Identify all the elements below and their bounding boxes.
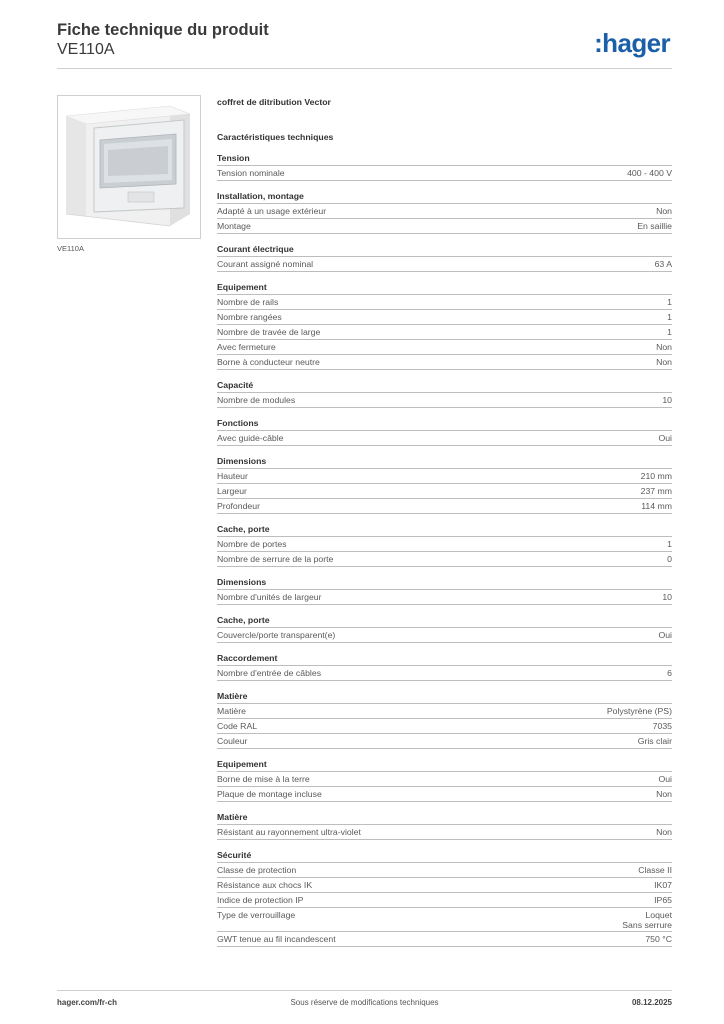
spec-value: 1 xyxy=(667,296,672,307)
spec-row xyxy=(217,704,672,719)
spec-value: 750 °C xyxy=(645,933,672,944)
spec-section-title: Dimensions xyxy=(217,454,672,469)
spec-row xyxy=(217,537,672,552)
spec-section-title: Cache, porte xyxy=(217,613,672,628)
spec-value: IK07 xyxy=(654,879,672,890)
spec-value: Oui xyxy=(658,773,672,784)
spec-value: Oui xyxy=(658,629,672,640)
spec-section-title: Installation, montage xyxy=(217,189,672,204)
spec-label: Borne à conducteur neutre xyxy=(217,356,320,367)
spec-value: 7035 xyxy=(652,720,672,731)
spec-label: Nombre d'entrée de câbles xyxy=(217,667,322,678)
spec-row xyxy=(217,355,672,370)
spec-section-title: Dimensions xyxy=(217,575,672,590)
spec-row xyxy=(217,295,672,310)
spec-label: Tension nominale xyxy=(217,167,285,178)
spec-section xyxy=(217,757,672,802)
spec-value: 10 xyxy=(662,394,672,405)
spec-value: 10 xyxy=(662,591,672,602)
spec-value: Polystyrène (PS) xyxy=(606,705,672,716)
spec-section xyxy=(217,522,672,567)
spec-label: Montage xyxy=(217,220,251,231)
spec-section-title: Cache, porte xyxy=(217,522,672,537)
page-title: Fiche technique du produit xyxy=(57,21,269,39)
spec-section xyxy=(217,810,672,840)
spec-label: Avec guide-câble xyxy=(217,432,284,443)
spec-value: 400 - 400 V xyxy=(627,167,672,178)
spec-value: 63 A xyxy=(654,258,672,269)
spec-label: GWT tenue au fil incandescent xyxy=(217,933,336,944)
product-image xyxy=(57,95,201,239)
product-image-caption: VE110A xyxy=(57,244,84,253)
spec-label: Borne de mise à la terre xyxy=(217,773,310,784)
footer-disclaimer: Sous réserve de modifications techniques xyxy=(290,998,439,1007)
spec-row xyxy=(217,431,672,446)
distribution-box-picture xyxy=(58,96,200,238)
spec-row xyxy=(217,469,672,484)
spec-label: Largeur xyxy=(217,485,247,496)
spec-section xyxy=(217,613,672,643)
spec-label: Couleur xyxy=(217,735,248,746)
spec-value: Loquet Sans serrure xyxy=(622,909,672,930)
product-specs xyxy=(217,96,672,947)
spec-row xyxy=(217,878,672,893)
spec-value: En saillie xyxy=(637,220,672,231)
spec-value: Oui xyxy=(658,432,672,443)
spec-section-title: Sécurité xyxy=(217,848,672,863)
spec-label: Nombre de rails xyxy=(217,296,279,307)
spec-row xyxy=(217,893,672,908)
spec-section-title: Raccordement xyxy=(217,651,672,666)
spec-label: Courant assigné nominal xyxy=(217,258,314,269)
spec-value: Non xyxy=(656,341,672,352)
spec-section xyxy=(217,416,672,446)
spec-row xyxy=(217,863,672,878)
spec-section-title: Equipement xyxy=(217,280,672,295)
spec-row xyxy=(217,590,672,605)
spec-row xyxy=(217,166,672,181)
spec-value: 1 xyxy=(667,538,672,549)
spec-row xyxy=(217,908,672,932)
spec-section-title: Fonctions xyxy=(217,416,672,431)
spec-section-title: Tension xyxy=(217,151,672,166)
spec-value: 114 mm xyxy=(641,500,672,511)
spec-value: 237 mm xyxy=(640,485,672,496)
spec-row xyxy=(217,825,672,840)
spec-row xyxy=(217,340,672,355)
spec-label: Avec fermeture xyxy=(217,341,276,352)
spec-label: Nombre de modules xyxy=(217,394,296,405)
spec-label: Couvercle/porte transparent(e) xyxy=(217,629,336,640)
spec-value: 0 xyxy=(667,553,672,564)
spec-row xyxy=(217,499,672,514)
spec-label: Nombre de travée de large xyxy=(217,326,321,337)
spec-label: Nombre d'unités de largeur xyxy=(217,591,322,602)
spec-row xyxy=(217,787,672,802)
spec-value: IP65 xyxy=(654,894,672,905)
spec-row xyxy=(217,257,672,272)
spec-section-title: Matière xyxy=(217,689,672,704)
spec-row xyxy=(217,310,672,325)
spec-label: Code RAL xyxy=(217,720,258,731)
hager-logo: :hager xyxy=(594,28,670,58)
spec-value: Non xyxy=(656,356,672,367)
spec-row xyxy=(217,204,672,219)
spec-label: Plaque de montage incluse xyxy=(217,788,322,799)
spec-section xyxy=(217,454,672,514)
spec-row xyxy=(217,719,672,734)
header-divider xyxy=(57,68,672,69)
spec-section xyxy=(217,378,672,408)
page-header xyxy=(57,20,672,60)
spec-section xyxy=(217,189,672,234)
spec-section-title: Courant électrique xyxy=(217,242,672,257)
spec-row xyxy=(217,666,672,681)
spec-section-title: Matière xyxy=(217,810,672,825)
tech-characteristics-heading: Caractéristiques techniques xyxy=(217,132,334,142)
spec-sections xyxy=(217,151,672,947)
spec-section xyxy=(217,242,672,272)
page-footer xyxy=(57,998,672,1010)
spec-value: Non xyxy=(656,205,672,216)
spec-label: Adapté à un usage extérieur xyxy=(217,205,327,216)
spec-label: Indice de protection IP xyxy=(217,894,304,905)
spec-label: Nombre de portes xyxy=(217,538,287,549)
spec-label: Type de verrouillage xyxy=(217,909,296,920)
spec-row xyxy=(217,325,672,340)
spec-section-title: Equipement xyxy=(217,757,672,772)
spec-section xyxy=(217,651,672,681)
spec-row xyxy=(217,734,672,749)
spec-row xyxy=(217,219,672,234)
spec-value: 210 mm xyxy=(640,470,672,481)
spec-value: Classe II xyxy=(638,864,672,875)
spec-label: Classe de protection xyxy=(217,864,297,875)
spec-section xyxy=(217,575,672,605)
spec-row xyxy=(217,393,672,408)
spec-row xyxy=(217,628,672,643)
spec-label: Nombre de serrure de la porte xyxy=(217,553,334,564)
product-name: coffret de ditribution Vector xyxy=(217,97,331,107)
spec-row xyxy=(217,772,672,787)
footer-divider xyxy=(57,990,672,991)
spec-label: Hauteur xyxy=(217,470,248,481)
spec-value: 6 xyxy=(667,667,672,678)
spec-value: 1 xyxy=(667,311,672,322)
spec-section xyxy=(217,280,672,370)
spec-value: Non xyxy=(656,788,672,799)
spec-value: Gris clair xyxy=(637,735,672,746)
spec-section xyxy=(217,848,672,947)
spec-row xyxy=(217,932,672,947)
spec-label: Profondeur xyxy=(217,500,260,511)
spec-value: 1 xyxy=(667,326,672,337)
spec-section xyxy=(217,151,672,181)
spec-label: Résistance aux chocs IK xyxy=(217,879,313,890)
footer-date: 08.12.2025 xyxy=(631,998,672,1007)
spec-section xyxy=(217,689,672,749)
product-reference: VE110A xyxy=(57,41,115,58)
spec-label: Résistant au rayonnement ultra-violet xyxy=(217,826,361,837)
spec-row xyxy=(217,552,672,567)
spec-value: Non xyxy=(656,826,672,837)
spec-row xyxy=(217,484,672,499)
footer-website: hager.com/fr-ch xyxy=(57,998,118,1007)
spec-label: Matière xyxy=(217,705,246,716)
spec-label: Nombre rangées xyxy=(217,311,282,322)
spec-section-title: Capacité xyxy=(217,378,672,393)
